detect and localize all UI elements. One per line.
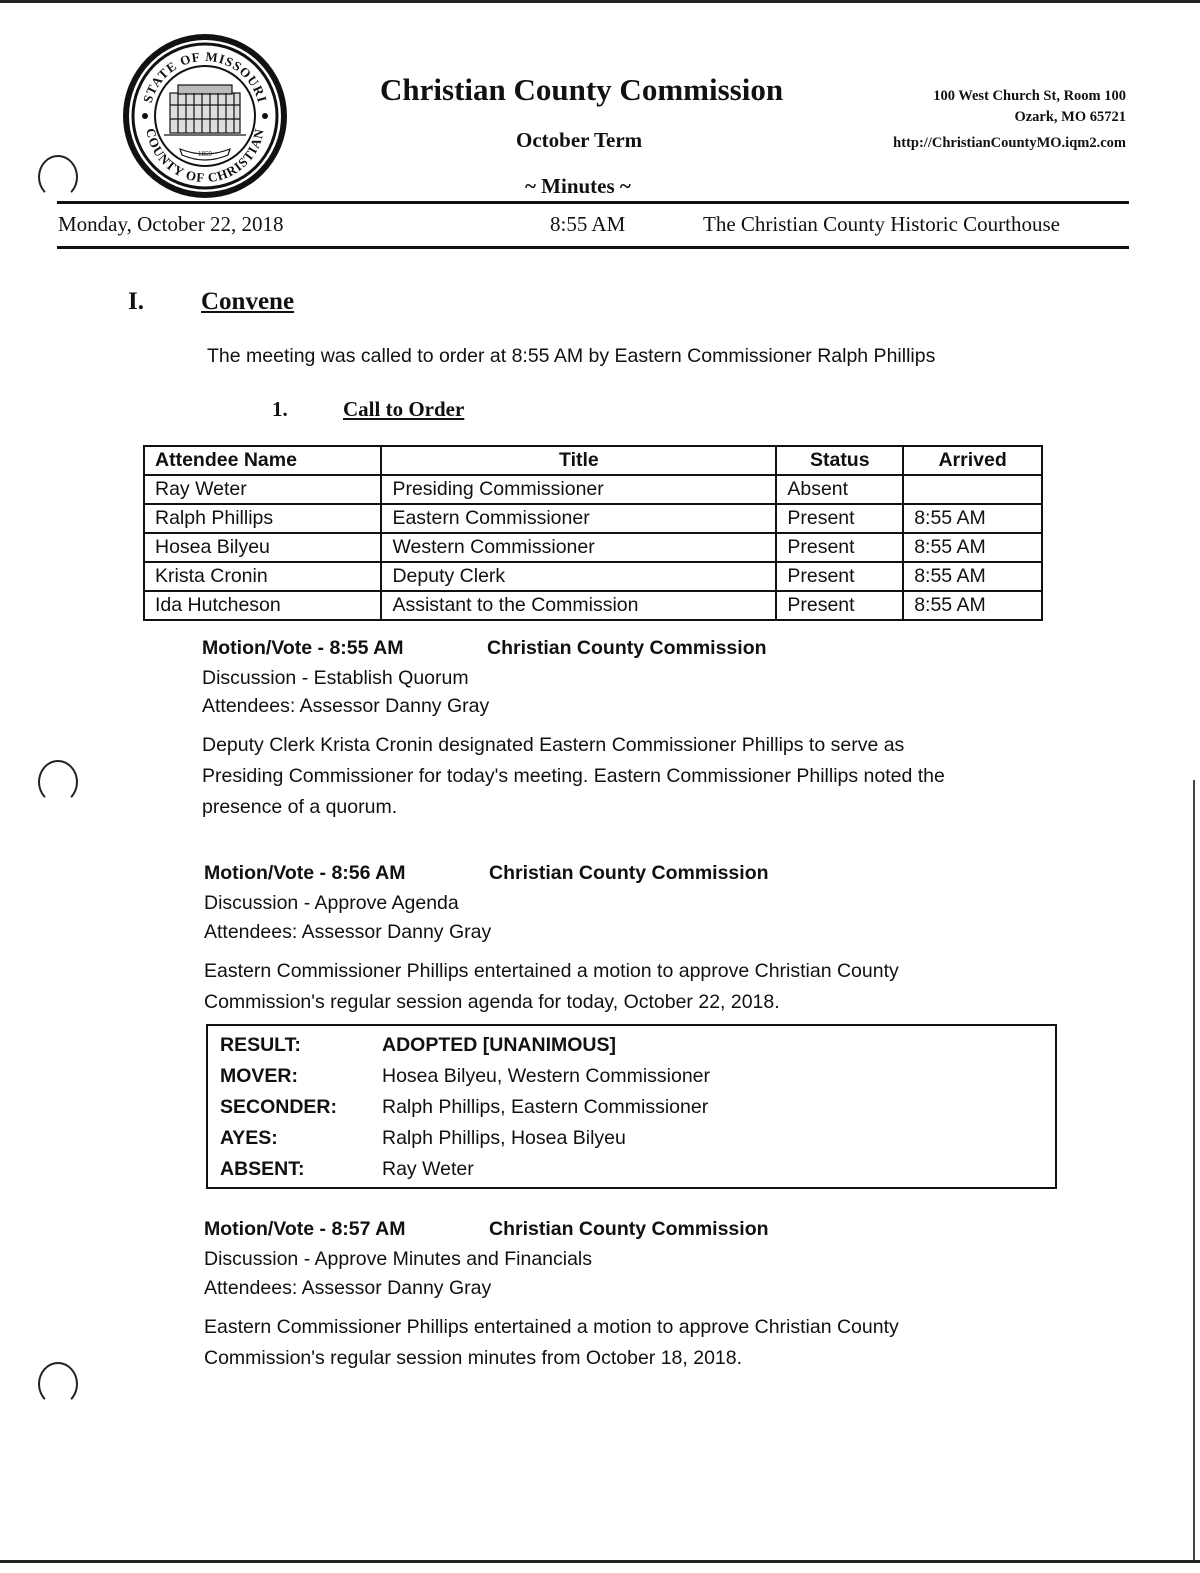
attendee-arrived: 8:55 AM: [903, 533, 1042, 562]
meeting-time: 8:55 AM: [550, 212, 626, 236]
motion-text-line: Eastern Commissioner Phillips entertained a motion to approve Christian County: [204, 1316, 899, 1338]
section-title: Convene: [201, 288, 295, 315]
motion-discussion: Discussion - Approve Minutes and Financials: [204, 1248, 593, 1270]
attendee-name: Krista Cronin: [144, 562, 381, 591]
motion-attendees: Attendees: Assessor Danny Gray: [202, 695, 490, 717]
motion-text-line: Commission's regular session minutes from October 18, 2018.: [204, 1347, 743, 1369]
county-seal-icon: [120, 31, 290, 201]
motion-body: Christian County Commission: [489, 1218, 769, 1240]
punch-hole-icon: [38, 155, 78, 199]
result-label: MOVER:: [220, 1065, 298, 1087]
attendee-title: Deputy Clerk: [381, 562, 776, 591]
result-value: Ralph Phillips, Eastern Commissioner: [382, 1096, 709, 1118]
attendee-status: Present: [776, 504, 903, 533]
attendee-name: Ralph Phillips: [144, 504, 381, 533]
column-header: Attendee Name: [144, 446, 381, 475]
table-row: [144, 562, 1042, 591]
attendee-title: Presiding Commissioner: [381, 475, 776, 504]
subsection-number: 1.: [272, 397, 288, 421]
motion-text-line: Eastern Commissioner Phillips entertained a motion to approve Christian County: [204, 960, 899, 982]
page-edge-bottom: [0, 1560, 1200, 1563]
punch-hole-icon: [38, 760, 78, 804]
result-label: ABSENT:: [220, 1158, 305, 1180]
seal-top-text: STATE OF MISSOURI: [139, 48, 271, 105]
motion-attendees: Attendees: Assessor Danny Gray: [204, 921, 492, 943]
result-value: Hosea Bilyeu, Western Commissioner: [382, 1065, 711, 1087]
motion-text: [202, 730, 945, 823]
attendee-name: Ida Hutcheson: [144, 591, 381, 620]
punch-hole-icon: [38, 1362, 78, 1406]
address-line-2: Ozark, MO 65721: [1014, 109, 1126, 125]
attendee-title: Assistant to the Commission: [381, 591, 776, 620]
motion-label: Motion/Vote - 8:55 AM: [202, 637, 404, 659]
motion-label: Motion/Vote - 8:56 AM: [204, 862, 406, 884]
result-value: Ralph Phillips, Hosea Bilyeu: [382, 1127, 626, 1149]
address-line-1: 100 West Church St, Room 100: [933, 88, 1126, 104]
website-link[interactable]: http://ChristianCountyMO.iqm2.com: [893, 135, 1126, 151]
term-label: October Term: [516, 128, 643, 152]
attendee-status: Present: [776, 562, 903, 591]
attendee-title: Eastern Commissioner: [381, 504, 776, 533]
attendee-status: Present: [776, 591, 903, 620]
seal-bottom-text: COUNTY OF CHRISTIAN: [143, 126, 267, 186]
result-label: SECONDER:: [220, 1096, 338, 1118]
minutes-label: ~ Minutes ~: [525, 174, 631, 198]
motion-label: Motion/Vote - 8:57 AM: [204, 1218, 406, 1240]
motion-attendees: Attendees: Assessor Danny Gray: [204, 1277, 492, 1299]
seal-year: 1859: [198, 150, 212, 158]
motion-discussion: Discussion - Establish Quorum: [202, 667, 469, 689]
table-row: [144, 591, 1042, 620]
meeting-date: Monday, October 22, 2018: [58, 212, 284, 236]
attendee-name: Hosea Bilyeu: [144, 533, 381, 562]
motion-discussion: Discussion - Approve Agenda: [204, 892, 459, 914]
column-header: Title: [381, 446, 776, 475]
page-edge-right: [1193, 780, 1195, 1560]
result-value: Ray Weter: [382, 1158, 474, 1180]
motion-text-line: Deputy Clerk Krista Cronin designated Eastern Commissioner Phillips to serve as: [202, 734, 905, 756]
attendee-name: Ray Weter: [144, 475, 381, 504]
table-row: [144, 504, 1042, 533]
table-row: [144, 533, 1042, 562]
column-header: Status: [776, 446, 903, 475]
header-rule-top: [57, 201, 1129, 204]
result-value: ADOPTED [UNANIMOUS]: [382, 1034, 616, 1056]
motion-text: [204, 956, 899, 1018]
column-header: Arrived: [903, 446, 1042, 475]
motion-text-line: presence of a quorum.: [202, 796, 398, 818]
motion-text-line: Commission's regular session agenda for today, October 22, 2018.: [204, 991, 780, 1013]
attendee-arrived: 8:55 AM: [903, 562, 1042, 591]
attendee-arrived: 8:55 AM: [903, 504, 1042, 533]
table-row: [144, 475, 1042, 504]
attendee-status: Present: [776, 533, 903, 562]
result-label: AYES:: [220, 1127, 278, 1149]
motion-text: [204, 1312, 899, 1374]
attendance-table: [143, 445, 1043, 621]
vote-result-box: [206, 1024, 1057, 1189]
attendee-arrived: 8:55 AM: [903, 591, 1042, 620]
meeting-location: The Christian County Historic Courthouse: [703, 212, 1060, 236]
attendee-arrived: [903, 475, 1042, 504]
section-intro: The meeting was called to order at 8:55 AM by Eastern Commissioner Ralph Phillips: [207, 345, 936, 367]
motion-text-line: Presiding Commissioner for today's meeting. Eastern Commissioner Phillips noted the: [202, 765, 945, 787]
page-edge-top: [0, 0, 1200, 3]
motion-body: Christian County Commission: [487, 637, 767, 659]
attendee-title: Western Commissioner: [381, 533, 776, 562]
section-number: I.: [128, 288, 144, 315]
subsection-title: Call to Order: [343, 397, 465, 421]
commission-title: Christian County Commission: [380, 72, 784, 107]
result-label: RESULT:: [220, 1034, 301, 1056]
attendee-status: Absent: [776, 475, 903, 504]
table-header-row: [144, 446, 1042, 475]
header-rule-bottom: [57, 246, 1129, 249]
motion-body: Christian County Commission: [489, 862, 769, 884]
